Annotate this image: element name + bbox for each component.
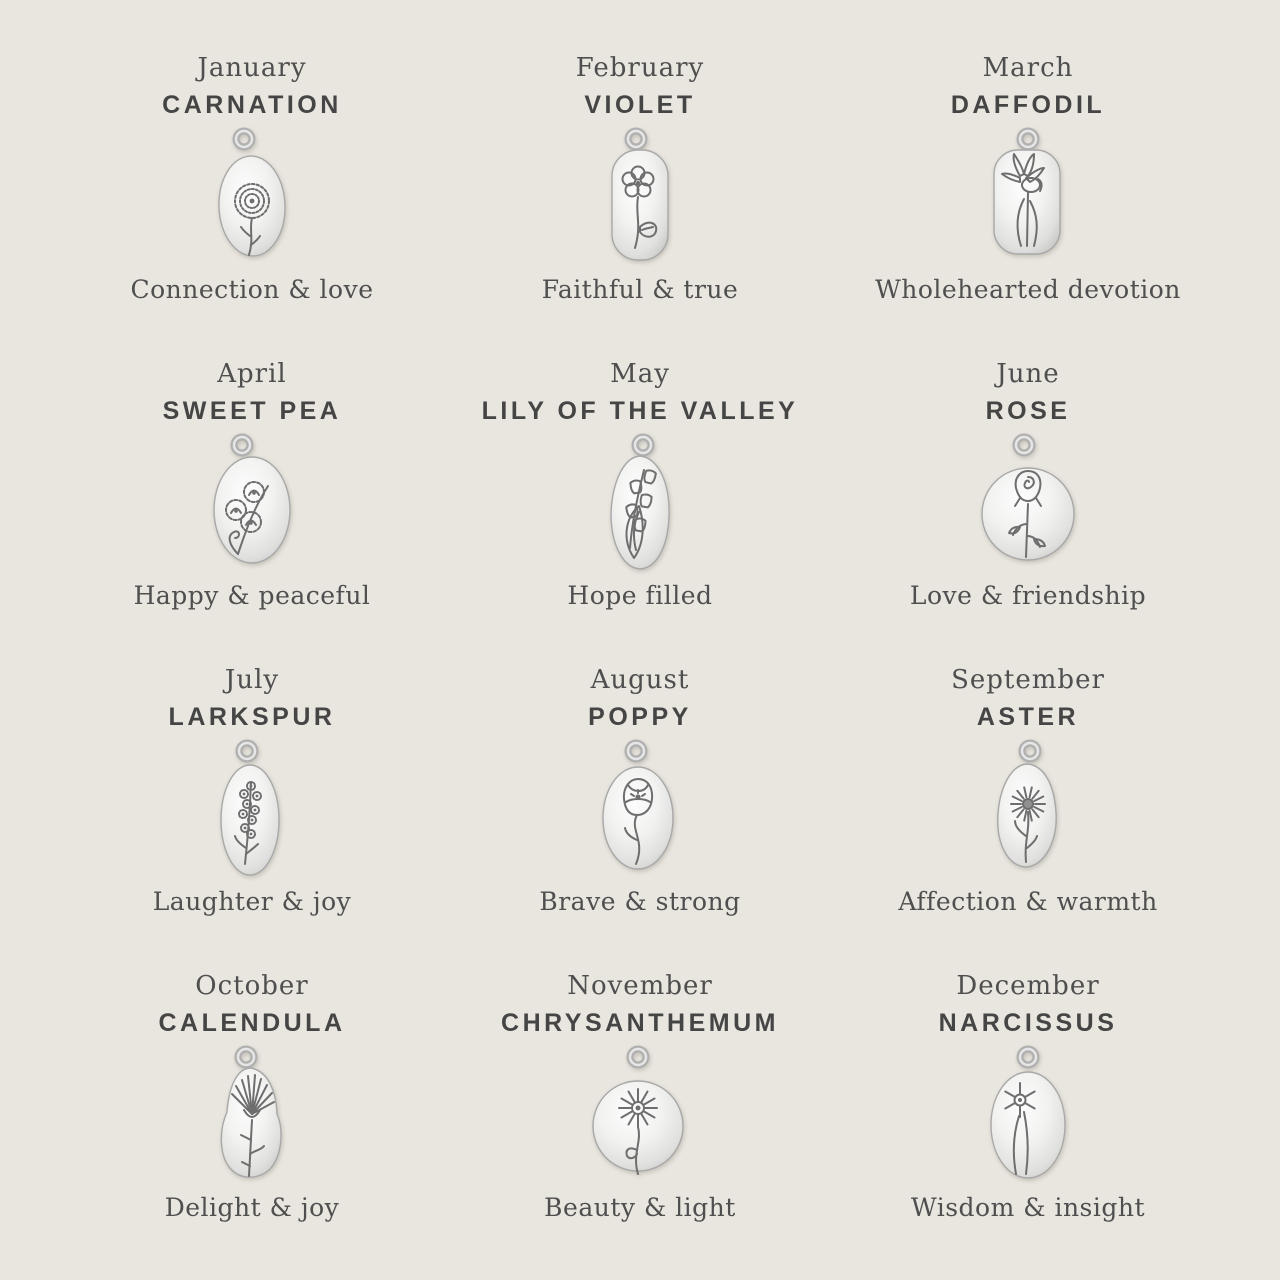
month-label: March xyxy=(982,54,1074,83)
month-label: November xyxy=(567,972,713,1001)
month-label: December xyxy=(956,972,1100,1001)
narcissus-pendant-icon xyxy=(968,1042,1088,1190)
month-label: June xyxy=(996,360,1060,389)
month-label: September xyxy=(951,666,1105,695)
calendula-pendant-icon xyxy=(192,1042,312,1190)
aster-pendant-icon xyxy=(968,736,1088,884)
meaning-text: Wholehearted devotion xyxy=(875,274,1181,304)
meaning-text: Brave & strong xyxy=(539,886,741,916)
sweet-pea-pendant-icon xyxy=(192,430,312,578)
month-label: April xyxy=(217,360,287,389)
meaning-text: Happy & peaceful xyxy=(133,580,371,610)
month-cell xyxy=(58,360,446,666)
month-label: January xyxy=(197,54,307,83)
month-cell xyxy=(834,666,1222,972)
carnation-pendant-icon xyxy=(192,124,312,272)
month-label: February xyxy=(575,54,705,83)
month-cell xyxy=(834,360,1222,666)
flower-name: NARCISSUS xyxy=(938,1008,1118,1037)
flower-name: CARNATION xyxy=(162,90,342,119)
meaning-text: Beauty & light xyxy=(544,1192,736,1222)
flower-name: LARKSPUR xyxy=(168,702,336,731)
rose-pendant-icon xyxy=(968,430,1088,578)
chrysanthemum-pendant-icon xyxy=(580,1042,700,1190)
larkspur-pendant-icon xyxy=(192,736,312,884)
meaning-text: Faithful & true xyxy=(541,274,739,304)
daffodil-pendant-icon xyxy=(968,124,1088,272)
violet-pendant-icon xyxy=(580,124,700,272)
month-cell xyxy=(446,54,834,360)
flower-name: ROSE xyxy=(985,396,1071,425)
month-label: August xyxy=(590,666,690,695)
month-cell xyxy=(446,972,834,1278)
flower-name: LILY OF THE VALLEY xyxy=(481,396,799,425)
meaning-text: Affection & warmth xyxy=(898,886,1158,916)
month-cell xyxy=(834,54,1222,360)
lily-of-the-valley-pendant-icon xyxy=(580,430,700,578)
month-cell xyxy=(58,666,446,972)
month-cell xyxy=(446,666,834,972)
meaning-text: Connection & love xyxy=(130,274,374,304)
meaning-text: Delight & joy xyxy=(164,1192,340,1222)
month-cell xyxy=(446,360,834,666)
month-cell xyxy=(58,54,446,360)
month-label: October xyxy=(195,972,309,1001)
month-label: May xyxy=(610,360,670,389)
month-label: July xyxy=(224,666,280,695)
meaning-text: Love & friendship xyxy=(909,580,1147,610)
poppy-pendant-icon xyxy=(580,736,700,884)
flower-name: ASTER xyxy=(976,702,1080,731)
flower-name: SWEET PEA xyxy=(162,396,342,425)
flower-name: CHRYSANTHEMUM xyxy=(501,1008,779,1037)
flower-name: VIOLET xyxy=(584,90,696,119)
month-cell xyxy=(834,972,1222,1278)
month-cell xyxy=(58,972,446,1278)
flower-name: POPPY xyxy=(588,702,692,731)
meaning-text: Hope filled xyxy=(567,580,713,610)
flower-name: DAFFODIL xyxy=(950,90,1106,119)
meaning-text: Wisdom & insight xyxy=(910,1192,1146,1222)
flower-name: CALENDULA xyxy=(158,1008,346,1037)
meaning-text: Laughter & joy xyxy=(152,886,352,916)
